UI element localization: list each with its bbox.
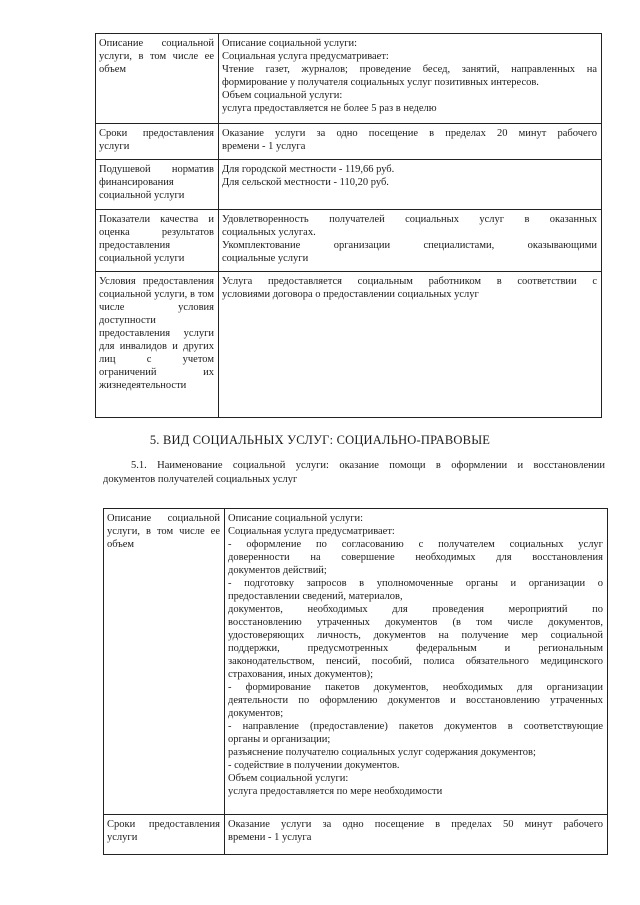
text-line: - оформление по согласованию с получателем социальных услуг bbox=[228, 539, 603, 550]
row-label: Сроки предоставления услуги bbox=[104, 815, 225, 855]
text-line: органы и организации; bbox=[228, 734, 331, 745]
table-row bbox=[96, 34, 602, 124]
paragraph-line: документов получателей социальных услуг bbox=[103, 474, 298, 485]
row-label: Показатели качества и оценка результатов предоставления социальной услуги bbox=[96, 210, 219, 272]
table-row bbox=[96, 124, 602, 160]
text-line: законодательством, пенсий, пособий, полиса обязательного медицинского bbox=[228, 656, 603, 667]
text-line: Описание социальной услуги: bbox=[222, 38, 358, 49]
row-label: Подушевой норматив финансирования социальной услуги bbox=[96, 160, 219, 210]
text-line: времени - 1 услуга bbox=[222, 141, 306, 152]
row-label: Описание социальной услуги, в том числе ее объем bbox=[104, 509, 225, 815]
row-content bbox=[219, 160, 602, 210]
text-line: - содействие в получении документов. bbox=[228, 760, 400, 771]
text-line: Объем социальной услуги: bbox=[222, 90, 343, 101]
service-name-paragraph bbox=[103, 459, 605, 487]
text-line: условиями договора о предоставлении социальных услуг bbox=[222, 289, 479, 300]
text-line: Для городской местности - 119,66 руб. bbox=[222, 164, 395, 175]
text-line: Объем социальной услуги: bbox=[228, 773, 349, 784]
text-line: Услуга предоставляется социальным работником в соответствии с bbox=[222, 276, 597, 287]
text-line: Оказание услуги за одно посещение в пределах 50 минут рабочего bbox=[228, 819, 603, 830]
text-line: - формирование пакетов документов, необходимых для организации bbox=[228, 682, 603, 693]
text-line: Описание социальной услуги: bbox=[228, 513, 364, 524]
text-line: - подготовку запросов в уполномоченные органы и организации о bbox=[228, 578, 603, 589]
text-line: - направление (предоставление) пакетов документов в соответствующие bbox=[228, 721, 603, 732]
text-line: социальных услугах. bbox=[222, 227, 316, 238]
text-line: услуга предоставляется не более 5 раз в неделю bbox=[222, 103, 437, 114]
text-line: документов; bbox=[228, 708, 284, 719]
row-content bbox=[219, 210, 602, 272]
row-label: Сроки предоставления услуги bbox=[96, 124, 219, 160]
table-row bbox=[104, 815, 608, 855]
text-line: формирование у получателя социальных услуг позитивных интересов. bbox=[222, 77, 539, 88]
paragraph-line: 5.1. Наименование социальной услуги: оказание помощи в оформлении и восстановлении bbox=[131, 460, 605, 471]
text-line: Социальная услуга предусматривает: bbox=[228, 526, 395, 537]
row-content bbox=[225, 815, 608, 855]
text-line: документов действий; bbox=[228, 565, 327, 576]
text-line: Для сельской местности - 110,20 руб. bbox=[222, 177, 389, 188]
text-line: деятельности по оформлению документов и восстановлению утраченных bbox=[228, 695, 603, 706]
text-line: услуга предоставляется по мере необходимости bbox=[228, 786, 443, 797]
text-line: доверенности на совершение необходимых для восстановления bbox=[228, 552, 603, 563]
table-row bbox=[96, 210, 602, 272]
text-line: предоставлении сведений, материалов, bbox=[228, 591, 403, 602]
text-line: восстановлению утраченных документов (в том числе документов, bbox=[228, 617, 603, 628]
text-line: времени - 1 услуга bbox=[228, 832, 312, 843]
service-table-1 bbox=[95, 33, 602, 418]
table-row bbox=[104, 509, 608, 815]
service-table-2 bbox=[103, 508, 608, 855]
text-line: Удовлетворенность получателей социальных услуг в оказанных bbox=[222, 214, 597, 225]
row-content bbox=[225, 509, 608, 815]
text-line: Оказание услуги за одно посещение в пределах 20 минут рабочего bbox=[222, 128, 597, 139]
text-line: страхования, иных документов); bbox=[228, 669, 374, 680]
table-row bbox=[96, 272, 602, 418]
table-row bbox=[96, 160, 602, 210]
text-line: разъяснение получателю социальных услуг содержания документов; bbox=[228, 747, 536, 758]
section-title: 5. ВИД СОЦИАЛЬНЫХ УСЛУГ: СОЦИАЛЬНО-ПРАВОВЫЕ bbox=[149, 433, 491, 447]
text-line: документов, необходимых для проведения мероприятий по bbox=[228, 604, 603, 615]
row-label: Описание социальной услуги, в том числе ее объем bbox=[96, 34, 219, 124]
text-line: Чтение газет, журналов; проведение бесед, занятий, направленных на bbox=[222, 64, 597, 75]
text-line: поддержки, предусмотренных федеральным и региональным bbox=[228, 643, 603, 654]
text-line: Укомплектование организации специалистами, оказывающими bbox=[222, 240, 597, 251]
row-content bbox=[219, 272, 602, 418]
text-line: удостоверяющих личность, документов на получение мер социальной bbox=[228, 630, 603, 641]
text-line: Социальная услуга предусматривает: bbox=[222, 51, 389, 62]
row-label: Условия предоставления социальной услуги, в том числе условия доступности предоставления услуги для инвалидов и других лиц с учетом ограничений их жизнедеятельности bbox=[96, 272, 219, 418]
row-content bbox=[219, 34, 602, 124]
text-line: социальные услуги bbox=[222, 253, 309, 264]
row-content bbox=[219, 124, 602, 160]
